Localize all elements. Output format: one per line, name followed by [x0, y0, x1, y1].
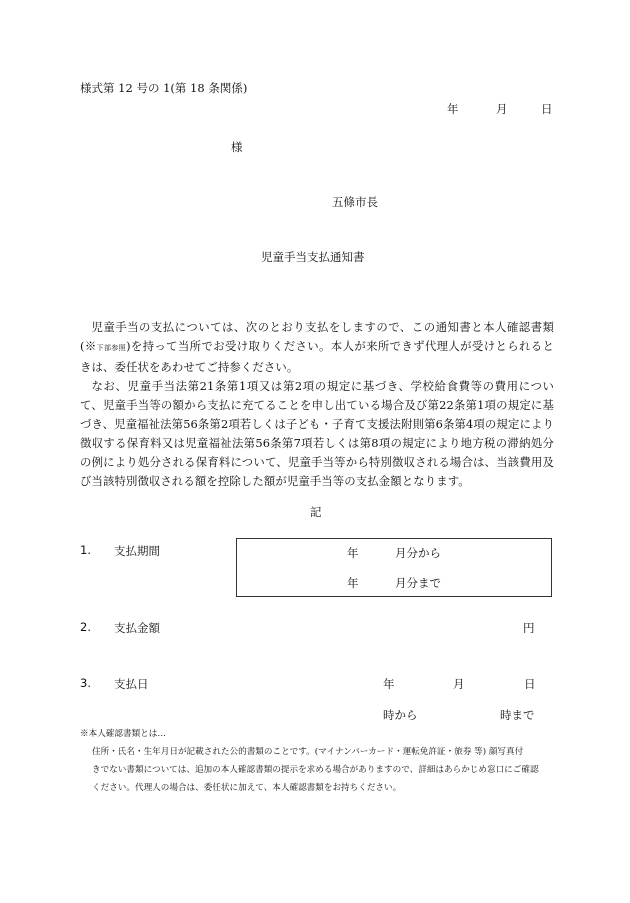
note-heading: ※本人確認書類とは…	[80, 729, 166, 739]
note-line: ください。代理人の場合は、委任状に加えて、本人確認書類をお持ちください。	[92, 783, 402, 793]
body-paragraph-1-part-a: 児童手当の支払については、次のとおり支払をしますので、この通知書と本人確認書類(※	[80, 320, 554, 353]
body-paragraph-1-reference: 下部参照	[96, 344, 127, 352]
item1-label: 支払期間	[114, 544, 160, 558]
note-body	[92, 743, 554, 797]
body-paragraph-2: なお、児童手当法第21条第1項又は第2項の規定に基づき、学校給食費等の費用について、児童手当等の額から支払に充てることを申し出ている場合及び第22条第1項の規定に基づき、児童福祉法第56条第2項若しくは子ども・子育て支援法附則第6条第4項の規定により徴収する保育料又は児童福祉法第56条第7項若しくは第8項の規定により地方税の滞納処分の例により処分される保育料について、児童手当等から特別徴収される場合は、当該費用及び当該特別徴収される額を控除した額が児童手当等の支払金額となります。	[80, 379, 554, 488]
date-month-label: 月	[496, 102, 508, 116]
period-to-text: 月分まで	[395, 576, 441, 590]
period-to-year-label: 年	[347, 576, 359, 590]
item1-number: 1.	[80, 543, 91, 557]
payment-period-box	[236, 538, 552, 597]
ki-heading: 記	[310, 505, 322, 519]
body-paragraph-1-part-b: )を持って当所でお受け取りください。本人が来所できず代理人が受けとられるときは、委任状をあわせてご持参ください。	[80, 339, 554, 374]
date-year-label: 年	[447, 102, 459, 116]
body-text	[80, 318, 554, 491]
pay-date-day-label: 日	[524, 677, 536, 691]
pay-date-year-label: 年	[383, 677, 395, 691]
period-from-text: 月分から	[395, 546, 441, 560]
item3-label: 支払日	[114, 677, 149, 691]
amount-unit-yen: 円	[523, 621, 535, 635]
form-number: 様式第 12 号の 1(第 18 条関係)	[80, 81, 248, 95]
issuer-name: 五條市長	[332, 195, 378, 209]
body-paragraph-1	[80, 318, 554, 377]
period-from-year-label: 年	[347, 546, 359, 560]
note-line: 住所・氏名・生年月日が記載された公的書類のことです。(マイナンバーカード・運転免許証・旅券 等) 顔写真付	[92, 747, 524, 757]
pay-date-month-label: 月	[453, 677, 465, 691]
item2-label: 支払金額	[114, 621, 160, 635]
item2-number: 2.	[80, 620, 91, 634]
item3-number: 3.	[80, 676, 91, 690]
pay-time-from-label: 時から	[383, 708, 418, 722]
addressee-suffix: 様	[231, 140, 243, 154]
pay-time-to-label: 時まで	[500, 708, 535, 722]
note-line: きでない書類については、追加の本人確認書類の提示を求める場合がありますので、詳細はあらかじめ窓口にご確認	[92, 765, 539, 775]
document-title: 児童手当支払通知書	[261, 250, 365, 264]
date-day-label: 日	[541, 102, 553, 116]
